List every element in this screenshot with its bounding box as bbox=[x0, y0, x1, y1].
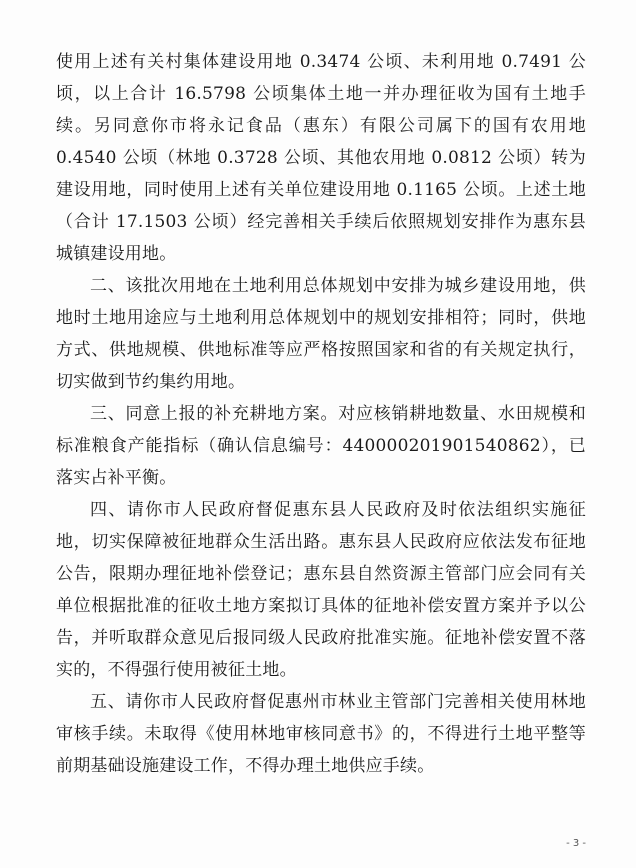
paragraph-item-4: 四、请你市人民政府督促惠东县人民政府及时依法组织实施征地，切实保障被征地群众生活出路。惠东县人民政府应依法发布征地公告，限期办理征地补偿登记；惠东县自然资源主管部门应会同有关单位根据批准的征收土地方案拟订具体的征地补偿安置方案并予以公告，并听取群众意见后报同级人民政府批准实施。征地补偿安置不落实的，不得强行使用被征土地。 bbox=[56, 500, 586, 680]
page-number: - 3 - bbox=[566, 838, 586, 849]
document-body bbox=[56, 46, 586, 782]
paragraph-item-5: 五、请你市人民政府督促惠州市林业主管部门完善相关使用林地审核手续。未取得《使用林地审核同意书》的，不得进行土地平整等前期基础设施建设工作，不得办理土地供应手续。 bbox=[56, 692, 586, 776]
paragraph-item-3: 三、同意上报的补充耕地方案。对应核销耕地数量、水田规模和标准粮食产能指标（确认信息编号：440000201901540862），已落实占补平衡。 bbox=[56, 404, 586, 488]
paragraph-item-2: 二、该批次用地在土地利用总体规划中安排为城乡建设用地，供地时土地用途应与土地利用总体规划中的规划安排相符；同时，供地方式、供地规模、供地标准等应严格按照国家和省的有关规定执行，切实做到节约集约用地。 bbox=[56, 276, 586, 392]
paragraph-continuation: 使用上述有关村集体建设用地 0.3474 公顷、未利用地 0.7491 公顷，以上合计 16.5798 公顷集体土地一并办理征收为国有土地手续。另同意你市将永记食品（惠东）有限公司属下的国有农用地 0.4540 公顷（林地 0.3728 公顷、其他农用地 0.0812 公顷）转为建设用地，同时使用上述有关单位建设用地 0.1165 公顷。上述土地（合计 17.1503 公顷）经完善相关手续后依照规划安排作为惠东县城镇建设用地。 bbox=[56, 52, 586, 264]
